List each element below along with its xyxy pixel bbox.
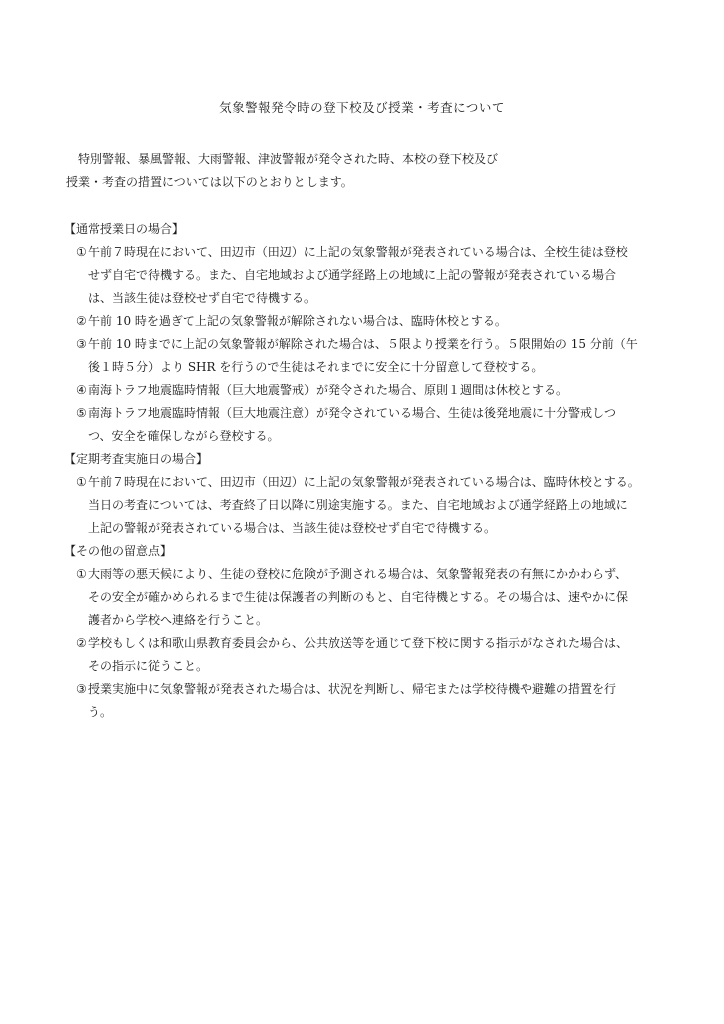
item-text-line: 南海トラフ地震臨時情報（巨大地震警戒）が発令された場合、原則１週間は休校とする。 [88, 383, 569, 397]
list-item [76, 310, 666, 333]
item-text-line: せず自宅で待機する。また、自宅地域および通学経路上の地域に上記の警報が発表されている場合 [88, 268, 617, 282]
item-text-line: 午前７時現在において、田辺市（田辺）に上記の気象警報が発表されている場合は、全校生徒は登校 [88, 245, 628, 259]
section-heading: 【その他の留意点】 [64, 544, 173, 558]
item-text-line: 後１時５分）より SHR を行うので生徒はそれまでに安全に十分留意して登校する。 [88, 360, 544, 374]
item-text [88, 471, 666, 540]
section-heading: 【定期考査実施日の場合】 [64, 452, 209, 466]
intro-line-1: 特別警報、暴風警報、大雨警報、津波警報が発令された時、本校の登下校及び [78, 152, 499, 166]
item-number: ⑤ [76, 406, 87, 420]
item-number: ③ [76, 682, 87, 696]
list-item [76, 379, 666, 402]
item-text-line: う。 [88, 705, 113, 719]
item-text [88, 678, 666, 724]
item-text-line: 授業実施中に気象警報が発表された場合は、状況を判断し、帰宅または学校待機や避難の措置を行 [88, 682, 617, 696]
item-number: ③ [76, 337, 87, 351]
list-item [76, 241, 666, 310]
item-text-line: 午前７時現在において、田辺市（田辺）に上記の気象警報が発表されている場合は、臨時休校とする。 [88, 475, 640, 489]
item-text [88, 563, 666, 632]
item-text-line: 護者から学校へ連絡を行うこと。 [88, 613, 269, 627]
item-text-line: 大雨等の悪天候により、生徒の登校に危険が予測される場合は、気象警報発表の有無にかかわらず、 [88, 567, 628, 581]
item-text-line: つ、安全を確保しながら登校する。 [88, 429, 280, 443]
document-title: 気象警報発令時の登下校及び授業・考査について [219, 100, 505, 115]
item-text-line: その指示に従うこと。 [88, 659, 209, 673]
item-number: ② [76, 314, 87, 328]
item-text-line: 南海トラフ地震臨時情報（巨大地震注意）が発令されている場合、生徒は後発地震に十分警戒しつ [88, 406, 617, 420]
item-text [88, 310, 666, 333]
item-text-line: 学校もしくは和歌山県教育委員会から、公共放送等を通じて登下校に関する指示がなされた場合は、 [88, 636, 629, 650]
item-text [88, 379, 666, 402]
list-item [76, 563, 666, 632]
item-number: ① [76, 475, 87, 489]
item-number: ① [76, 245, 87, 259]
item-text [88, 402, 666, 448]
item-text-line: 午前 10 時を過ぎて上記の気象警報が解除されない場合は、臨時休校とする。 [88, 314, 507, 328]
intro-line-2: 授業・考査の措置については以下のとおりとします。 [66, 175, 353, 189]
item-text [88, 241, 666, 310]
item-text [88, 632, 666, 678]
item-number: ① [76, 567, 87, 581]
document-body [66, 218, 666, 724]
item-text-line: 上記の警報が発表されている場合は、当該生徒は登校せず自宅で待機する。 [88, 521, 497, 535]
section-heading: 【通常授業日の場合】 [64, 222, 185, 236]
list-item [76, 678, 666, 724]
list-item [76, 402, 666, 448]
item-text-line: その安全が確かめられるまで生徒は保護者の判断のもと、自宅待機とする。その場合は、速やかに保 [88, 590, 629, 604]
list-item [76, 632, 666, 678]
item-number: ② [76, 636, 87, 650]
intro-paragraph [66, 148, 666, 194]
list-item [76, 471, 666, 540]
item-number: ④ [76, 383, 87, 397]
item-text [88, 333, 666, 379]
item-text-line: 午前 10 時までに上記の気象警報が解除された場合は、５限より授業を行う。５限開始の 15 分前（午 [88, 337, 638, 351]
item-text-line: は、当該生徒は登校せず自宅で待機する。 [88, 291, 317, 305]
list-item [76, 333, 666, 379]
item-text-line: 当日の考査については、考査終了日以降に別途実施する。また、自宅地域および通学経路上の地域に [88, 498, 628, 512]
